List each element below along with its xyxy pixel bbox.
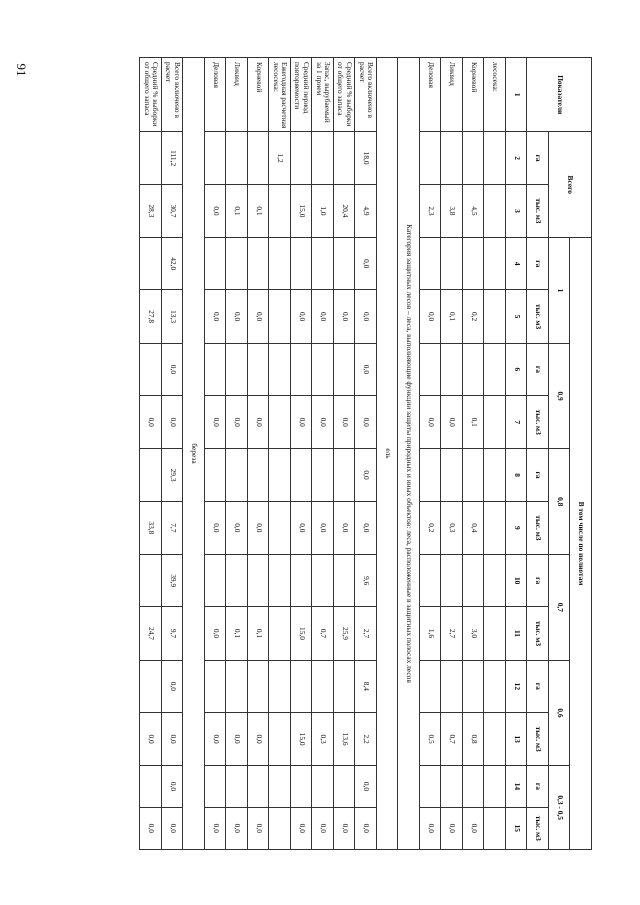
table-cell <box>269 501 291 554</box>
table-cell <box>484 555 506 607</box>
table-cell: 0,1 <box>248 184 270 237</box>
table-cell <box>484 132 506 184</box>
table-row <box>248 58 270 850</box>
table-cell: 0,0 <box>355 766 377 807</box>
table-cell: 28,3 <box>140 184 162 237</box>
table-cell <box>334 449 356 501</box>
table-row <box>441 58 463 850</box>
table-cell <box>226 660 248 712</box>
rotated-table-wrapper <box>90 57 592 850</box>
table-cell: 0,0 <box>291 290 313 343</box>
table-cell <box>291 449 313 501</box>
table-cell: 0,0 <box>441 396 463 449</box>
table-cell <box>248 449 270 501</box>
table-cell <box>334 766 356 807</box>
table-cell: 0,0 <box>420 290 442 343</box>
density-0-6: 0,6 <box>549 660 571 766</box>
table-cell <box>226 555 248 607</box>
harvest-table <box>140 57 593 850</box>
table-row <box>463 58 485 850</box>
table-cell <box>248 555 270 607</box>
table-cell <box>420 238 442 290</box>
table-cell <box>291 660 313 712</box>
unit-thous-m3: тыс. м3 <box>527 184 549 237</box>
table-cell <box>140 343 162 395</box>
table-cell <box>334 660 356 712</box>
header-by-density: В том числе по полнотам <box>570 238 592 850</box>
table-cell: 0,1 <box>441 290 463 343</box>
table-cell <box>484 660 506 712</box>
table-cell <box>334 555 356 607</box>
table-cell: 0,0 <box>355 343 377 395</box>
table-cell: 0,3 <box>441 501 463 554</box>
table-cell <box>269 238 291 290</box>
table-cell <box>334 132 356 184</box>
table-cell: 4,5 <box>463 184 485 237</box>
table-cell: 1,6 <box>420 607 442 660</box>
table-cell <box>441 555 463 607</box>
table-cell: 0,4 <box>463 501 485 554</box>
table-cell <box>226 766 248 807</box>
table-cell: 0,0 <box>226 396 248 449</box>
table-cell: 0,0 <box>226 501 248 554</box>
table-cell <box>269 607 291 660</box>
table-cell: 9,7 <box>162 607 184 660</box>
table-cell: 0,0 <box>355 290 377 343</box>
table-cell: 0,0 <box>355 807 377 849</box>
table-cell <box>420 343 442 395</box>
table-cell: 0,0 <box>248 712 270 765</box>
species-bereza-row <box>183 58 205 850</box>
table-cell <box>140 555 162 607</box>
table-cell: 0,0 <box>205 807 227 849</box>
row-label: Средний % выборки от общего запаса <box>140 58 162 132</box>
unit-ha: га <box>527 343 549 395</box>
table-cell <box>420 132 442 184</box>
table-cell <box>484 449 506 501</box>
table-cell: 0,0 <box>205 184 227 237</box>
table-cell <box>140 766 162 807</box>
table-cell <box>312 132 334 184</box>
table-cell: 8,4 <box>355 660 377 712</box>
table-cell <box>484 396 506 449</box>
table-cell: 0,0 <box>162 396 184 449</box>
table-cell: 0,0 <box>162 660 184 712</box>
table-cell <box>205 766 227 807</box>
table-cell: 0,0 <box>162 807 184 849</box>
table-cell <box>463 660 485 712</box>
table-cell <box>463 343 485 395</box>
table-cell <box>420 555 442 607</box>
table-cell: 3,0 <box>463 607 485 660</box>
table-cell <box>484 807 506 849</box>
column-number: 3 <box>506 184 528 237</box>
table-cell <box>312 555 334 607</box>
table-cell <box>484 766 506 807</box>
table-cell: 2,3 <box>420 184 442 237</box>
table-cell <box>484 238 506 290</box>
column-number: 1 <box>506 58 528 132</box>
table-cell <box>140 238 162 290</box>
row-label: Запас, вырубаемый за 1 прием <box>312 58 334 132</box>
table-cell <box>226 449 248 501</box>
table-cell: 13,6 <box>334 712 356 765</box>
species-bereza: береза <box>183 58 205 850</box>
row-label: лесосека: <box>484 58 506 132</box>
table-cell: 0,3 <box>312 712 334 765</box>
table-cell <box>463 449 485 501</box>
table-cell: 0,0 <box>226 807 248 849</box>
table-cell: 0,0 <box>205 607 227 660</box>
table-cell: 0,0 <box>334 501 356 554</box>
table-cell <box>248 660 270 712</box>
column-number: 4 <box>506 238 528 290</box>
table-cell <box>334 343 356 395</box>
table-cell: 24,7 <box>140 607 162 660</box>
table-cell <box>441 766 463 807</box>
table-cell: 0,0 <box>226 712 248 765</box>
unit-ha: га <box>527 449 549 501</box>
table-cell <box>463 766 485 807</box>
table-cell: 0,0 <box>248 807 270 849</box>
table-cell <box>441 449 463 501</box>
table-cell <box>269 555 291 607</box>
table-cell: 0,0 <box>248 501 270 554</box>
table-cell: 15,0 <box>291 184 313 237</box>
table-cell <box>269 660 291 712</box>
table-cell: 29,3 <box>162 449 184 501</box>
table-cell <box>291 132 313 184</box>
column-number-row <box>506 58 528 850</box>
table-cell <box>420 449 442 501</box>
table-cell: 0,8 <box>463 712 485 765</box>
table-cell <box>248 132 270 184</box>
table-cell: 7,7 <box>162 501 184 554</box>
table-cell: 25,9 <box>334 607 356 660</box>
table-cell: 30,7 <box>162 184 184 237</box>
unit-thous-m3: тыс. м3 <box>527 501 549 554</box>
table-row <box>291 58 313 850</box>
table-cell: 0,0 <box>205 396 227 449</box>
unit-thous-m3: тыс. м3 <box>527 607 549 660</box>
table-cell: 0,0 <box>226 290 248 343</box>
column-number: 12 <box>506 660 528 712</box>
species-el-row <box>377 58 399 850</box>
table-cell: 0,0 <box>162 766 184 807</box>
table-cell <box>484 184 506 237</box>
table-row <box>205 58 227 850</box>
table-cell: 0,0 <box>312 396 334 449</box>
table-cell: 15,0 <box>291 607 313 660</box>
row-label: Ежегодная расчетная лесосека: <box>269 58 291 132</box>
table-cell: 0,0 <box>140 807 162 849</box>
density-0-9: 0,9 <box>549 343 571 449</box>
column-number: 7 <box>506 396 528 449</box>
header-total: Всего <box>549 132 592 238</box>
column-number: 15 <box>506 807 528 849</box>
table-cell: 111,2 <box>162 132 184 184</box>
table-cell <box>441 132 463 184</box>
row-label: Корневой <box>463 58 485 132</box>
table-cell <box>269 184 291 237</box>
table-cell <box>420 660 442 712</box>
table-row <box>312 58 334 850</box>
table-cell <box>291 238 313 290</box>
table-cell <box>205 555 227 607</box>
table-cell <box>441 238 463 290</box>
table-cell <box>291 766 313 807</box>
table-cell <box>484 607 506 660</box>
table-cell: 0,0 <box>248 290 270 343</box>
column-number: 10 <box>506 555 528 607</box>
table-row <box>226 58 248 850</box>
table-cell: 0,0 <box>312 290 334 343</box>
table-cell: 2,7 <box>441 607 463 660</box>
row-label: Средний % выборки от общего запаса <box>334 58 356 132</box>
table-cell <box>226 132 248 184</box>
table-cell <box>248 343 270 395</box>
table-cell <box>140 660 162 712</box>
density-0-7: 0,7 <box>549 555 571 661</box>
table-cell <box>312 660 334 712</box>
table-cell: 0,0 <box>312 501 334 554</box>
density-1: 1 <box>549 238 571 344</box>
table-cell: 0,7 <box>312 607 334 660</box>
table-cell: 2,2 <box>355 712 377 765</box>
table-cell <box>441 660 463 712</box>
table-cell <box>441 343 463 395</box>
table-row <box>269 58 291 850</box>
table-cell <box>226 238 248 290</box>
row-label: Деловая <box>205 58 227 132</box>
table-cell: 0,0 <box>291 396 313 449</box>
table-cell <box>269 807 291 849</box>
table-cell: 1,2 <box>269 132 291 184</box>
table-cell: 0,2 <box>420 501 442 554</box>
unit-thous-m3: тыс. м3 <box>527 396 549 449</box>
table-cell <box>205 132 227 184</box>
table-cell: 18,0 <box>355 132 377 184</box>
table-cell <box>205 660 227 712</box>
column-number: 11 <box>506 607 528 660</box>
column-number: 2 <box>506 132 528 184</box>
column-number: 8 <box>506 449 528 501</box>
table-cell: 0,0 <box>140 712 162 765</box>
table-cell <box>334 238 356 290</box>
table-cell: 0,0 <box>291 501 313 554</box>
table-cell: 15,0 <box>291 712 313 765</box>
table-cell <box>269 396 291 449</box>
table-cell: 1,0 <box>312 184 334 237</box>
table-cell <box>420 766 442 807</box>
row-label: Ликвид <box>226 58 248 132</box>
density-0-3-0-5: 0,3 - 0,5 <box>549 766 571 850</box>
table-cell <box>463 238 485 290</box>
table-cell <box>205 238 227 290</box>
table-cell: 0,0 <box>162 343 184 395</box>
density-0-8: 0,8 <box>549 449 571 555</box>
table-cell: 0,0 <box>312 807 334 849</box>
table-cell: 0,7 <box>441 712 463 765</box>
table-cell: 0,0 <box>463 807 485 849</box>
row-label: Корневой <box>248 58 270 132</box>
table-cell: 0,0 <box>334 290 356 343</box>
table-cell: 0,0 <box>441 807 463 849</box>
table-cell <box>484 501 506 554</box>
row-label: Ликвид <box>441 58 463 132</box>
table-cell <box>463 555 485 607</box>
row-label: Всего включено в расчет <box>355 58 377 132</box>
table-cell: 0,0 <box>140 396 162 449</box>
table-cell <box>484 290 506 343</box>
table-cell: 4,9 <box>355 184 377 237</box>
table-cell <box>291 555 313 607</box>
column-number: 13 <box>506 712 528 765</box>
table-row <box>162 58 184 850</box>
table-cell <box>269 290 291 343</box>
table-cell: 0,0 <box>420 396 442 449</box>
column-number: 6 <box>506 343 528 395</box>
table-row <box>355 58 377 850</box>
table-cell: 0,0 <box>248 396 270 449</box>
table-cell <box>269 766 291 807</box>
table-cell <box>312 238 334 290</box>
table-cell: 0,2 <box>463 290 485 343</box>
table-cell <box>312 766 334 807</box>
table-row <box>484 58 506 850</box>
unit-ha: га <box>527 766 549 807</box>
category-line: Категория защитных лесов – леса, выполняющие функции защиты природных и иных объектов: леса, расположенные в защитных полосах лесов <box>398 58 420 850</box>
table-cell: 0,5 <box>420 712 442 765</box>
table-cell <box>269 449 291 501</box>
species-el: ель <box>377 58 399 850</box>
unit-ha: га <box>527 238 549 290</box>
row-label: Средний период повторяемости <box>291 58 313 132</box>
table-cell <box>484 712 506 765</box>
table-cell <box>226 343 248 395</box>
unit-ha: га <box>527 660 549 712</box>
table-cell <box>463 132 485 184</box>
table-cell: 0,0 <box>205 290 227 343</box>
table-cell <box>140 449 162 501</box>
table-cell: 0,0 <box>205 501 227 554</box>
table-cell: 20,4 <box>334 184 356 237</box>
table-body <box>140 58 506 850</box>
table-cell <box>312 343 334 395</box>
table-cell: 33,8 <box>140 501 162 554</box>
table-cell <box>484 343 506 395</box>
table-cell: 0,1 <box>463 396 485 449</box>
table-cell: 0,1 <box>248 607 270 660</box>
table-row <box>420 58 442 850</box>
table-cell: 9,6 <box>355 555 377 607</box>
table-cell: 3,8 <box>441 184 463 237</box>
table-cell <box>269 343 291 395</box>
table-cell: 27,8 <box>140 290 162 343</box>
table-cell: 42,0 <box>162 238 184 290</box>
category-line-row <box>398 58 420 850</box>
unit-row <box>527 58 549 850</box>
unit-thous-m3: тыс. м3 <box>527 807 549 849</box>
unit-ha: га <box>527 555 549 607</box>
table-cell: 0,0 <box>355 449 377 501</box>
table-cell <box>269 712 291 765</box>
table-row <box>140 58 162 850</box>
table-cell: 0,0 <box>334 396 356 449</box>
table-cell: 39,9 <box>162 555 184 607</box>
table-cell: 0,0 <box>162 712 184 765</box>
table-cell: 0,0 <box>355 396 377 449</box>
table-cell: 13,3 <box>162 290 184 343</box>
table-cell: 0,1 <box>226 607 248 660</box>
row-label: Всего включено в расчет <box>162 58 184 132</box>
table-cell: 0,1 <box>226 184 248 237</box>
table-cell <box>291 343 313 395</box>
table-cell <box>248 766 270 807</box>
table-cell: 2,7 <box>355 607 377 660</box>
table-cell: 0,0 <box>355 238 377 290</box>
unit-thous-m3: тыс. м3 <box>527 712 549 765</box>
page-number: 91 <box>14 63 29 77</box>
table-cell <box>312 449 334 501</box>
column-number: 14 <box>506 766 528 807</box>
column-number: 9 <box>506 501 528 554</box>
table-row <box>334 58 356 850</box>
column-number: 5 <box>506 290 528 343</box>
unit-ha: га <box>527 132 549 184</box>
header-indicators: Показатели <box>527 58 592 132</box>
table-cell: 0,0 <box>205 712 227 765</box>
table-cell <box>205 449 227 501</box>
row-label: Деловая <box>420 58 442 132</box>
table-cell <box>140 132 162 184</box>
table-cell <box>205 343 227 395</box>
table-cell: 0,0 <box>291 807 313 849</box>
unit-thous-m3: тыс. м3 <box>527 290 549 343</box>
table-cell <box>248 238 270 290</box>
table-cell: 0,0 <box>420 807 442 849</box>
table-cell: 0,0 <box>355 501 377 554</box>
table-cell: 0,0 <box>334 807 356 849</box>
